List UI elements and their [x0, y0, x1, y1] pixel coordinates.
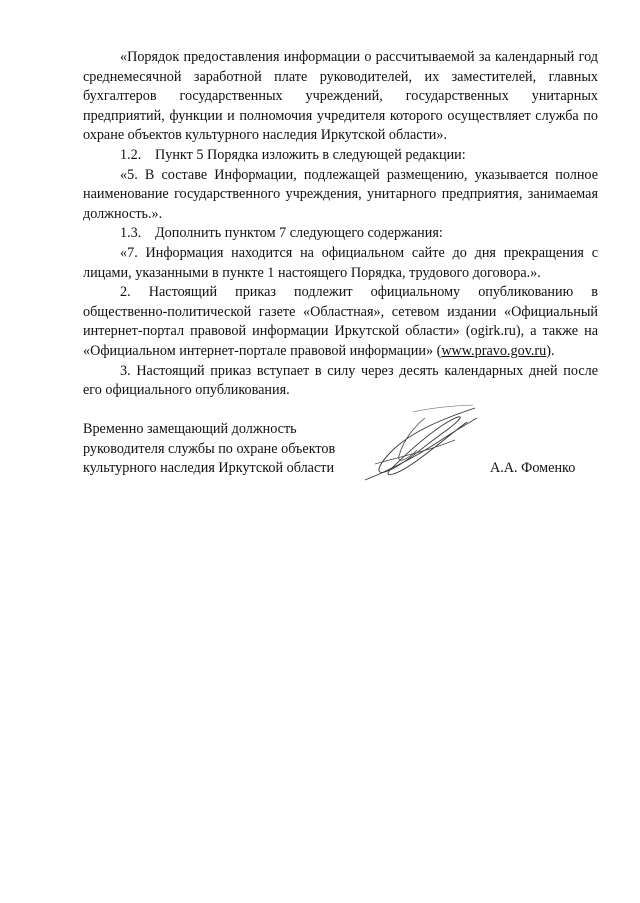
signatory-title-line: Временно замещающий должность [83, 421, 297, 437]
paragraph-order-title: «Порядок предоставления информации о рассчитываемой за календарный год среднемесячной заработной плате руководителей, их заместителей, главных бухгалтеров государственных учреждений, государственных унитарных предприятий, функции и полномочия учредителя которого осуществляет служба по охране объектов культурного наследия Иркутской области». [83, 49, 598, 144]
item-number: 1.2. [120, 146, 142, 163]
item-number: 1.3. [120, 225, 142, 242]
paragraph-1-3: 1.3. Дополнить пунктом 7 следующего содержания: [83, 224, 598, 244]
pravo-link[interactable]: www.pravo.gov.ru [441, 342, 547, 359]
paragraph-publication: 2. Настоящий приказ подлежит официальному опубликованию в общественно-политической газете «Областная», сетевом издании «Официальный интернет-портал правовой информации Иркутской области» (ogirk.ru), а также на «Официальном интернет-портале правовой информации» (www.pravo.gov.ru). [83, 284, 598, 359]
paragraph-item-7: «7. Информация находится на официальном сайте до дня прекращения с лицами, указанными в пункте 1 настоящего Порядка, трудового договора.». [83, 244, 598, 281]
document-body [83, 48, 598, 401]
paragraph-effective-date: 3. Настоящий приказ вступает в силу через десять календарных дней после его официального опубликования. [83, 362, 598, 399]
handwritten-signature-icon [355, 400, 485, 485]
paragraph-1-2: 1.2. Пункт 5 Порядка изложить в следующей редакции: [83, 146, 598, 166]
signatory-title-line: культурного наследия Иркутской области [83, 460, 335, 477]
signatory-name: А.А. Фоменко [490, 460, 576, 476]
paragraph-item-5: «5. В составе Информации, подлежащей размещению, указывается полное наименование государственного учреждения, унитарного предприятия, занимаемая должность.». [83, 166, 598, 222]
signatory-title [83, 420, 383, 479]
signatory-title-line: руководителя службы по охране объектов [83, 440, 336, 457]
